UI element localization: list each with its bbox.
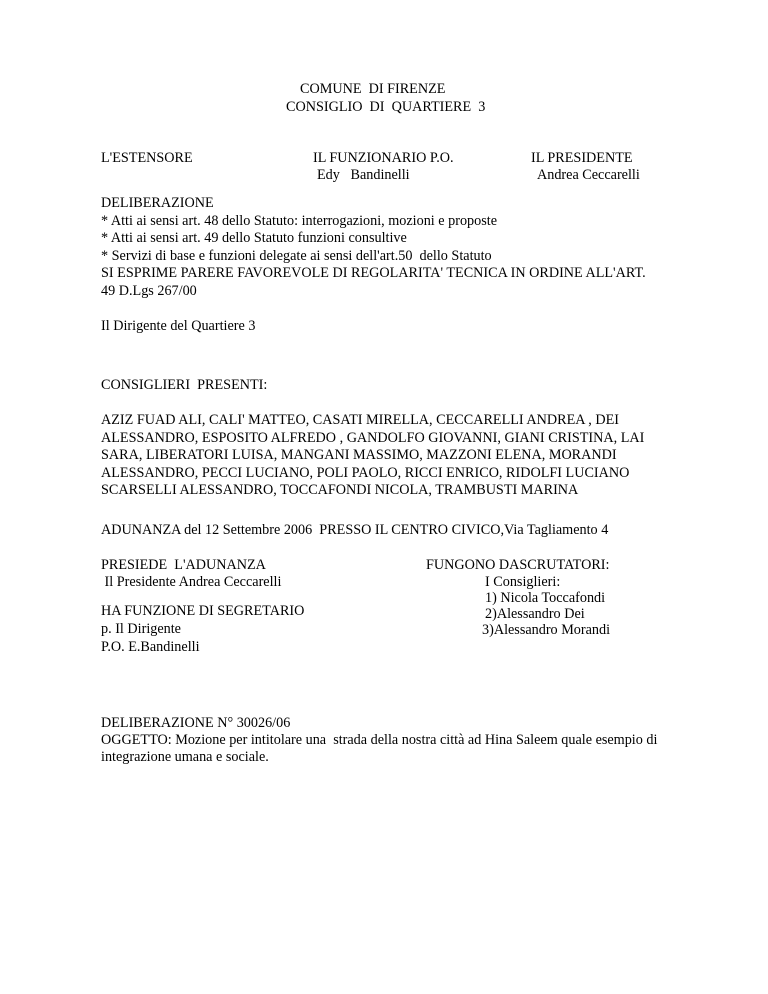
deliberazione-block bbox=[101, 195, 701, 301]
oggetto-line bbox=[101, 732, 657, 750]
segretario-line: p. Il Dirigente bbox=[101, 621, 181, 637]
segretario-line: P.O. E.Bandinelli bbox=[101, 639, 200, 655]
parere-line: SI ESPRIME PARERE FAVOREVOLE DI REGOLARITA' TECNICA IN ORDINE ALL'ART. bbox=[101, 265, 646, 282]
deliberazione-heading: DELIBERAZIONE bbox=[101, 195, 214, 211]
consiglieri-line: ALESSANDRO, ESPOSITO ALFREDO , GANDOLFO GIOVANNI, GIANI CRISTINA, LAI bbox=[101, 429, 645, 446]
funzionario-name: Edy Bandinelli bbox=[317, 167, 410, 183]
adunanza-line: ADUNANZA del 12 Settembre 2006 PRESSO IL CENTRO CIVICO,Via Tagliamento 4 bbox=[101, 522, 609, 538]
consiglieri-heading: CONSIGLIERI PRESENTI: bbox=[101, 377, 268, 393]
funzionario-title: IL FUNZIONARIO P.O. bbox=[313, 150, 454, 166]
oggetto-text: Mozione per intitolare una strada della nostra città ad Hina Saleem quale esempio di bbox=[171, 732, 658, 748]
header-comune: COMUNE DI FIRENZE bbox=[300, 81, 446, 97]
presiede-name: Il Presidente Andrea Ceccarelli bbox=[101, 574, 282, 590]
consiglieri-list bbox=[101, 412, 701, 500]
oggetto-label: OGGETTO: bbox=[101, 732, 172, 748]
presiede-heading: PRESIEDE L'ADUNANZA bbox=[101, 557, 266, 573]
scrutatori-intro: I Consiglieri: bbox=[485, 574, 561, 590]
scrutatore-item: 3)Alessandro Morandi bbox=[482, 622, 611, 638]
segretario-heading: HA FUNZIONE DI SEGRETARIO bbox=[101, 603, 305, 619]
header-consiglio: CONSIGLIO DI QUARTIERE 3 bbox=[286, 99, 486, 115]
presidente-title: IL PRESIDENTE bbox=[531, 150, 633, 166]
deliberazione-item: * Servizi di base e funzioni delegate ai sensi dell'art.50 dello Statuto bbox=[101, 247, 492, 264]
dirigente-quartiere: Il Dirigente del Quartiere 3 bbox=[101, 318, 256, 334]
deliberazione-item: * Atti ai sensi art. 48 dello Statuto: interrogazioni, mozioni e proposte bbox=[101, 212, 497, 229]
consiglieri-line: AZIZ FUAD ALI, CALI' MATTEO, CASATI MIRELLA, CECCARELLI ANDREA , DEI bbox=[101, 412, 620, 428]
estensore-label: L'ESTENSORE bbox=[101, 150, 193, 166]
deliberazione-item: * Atti ai sensi art. 49 dello Statuto funzioni consultive bbox=[101, 230, 407, 247]
oggetto-line: integrazione umana e sociale. bbox=[101, 749, 269, 765]
consiglieri-line: SCARSELLI ALESSANDRO, TOCCAFONDI NICOLA, TRAMBUSTI MARINA bbox=[101, 482, 579, 499]
scrutatore-item: 2)Alessandro Dei bbox=[485, 606, 585, 622]
consiglieri-line: ALESSANDRO, PECCI LUCIANO, POLI PAOLO, RICCI ENRICO, RIDOLFI LUCIANO bbox=[101, 464, 630, 481]
scrutatori-heading: FUNGONO DASCRUTATORI: bbox=[426, 557, 610, 573]
parere-line: 49 D.Lgs 267/00 bbox=[101, 282, 197, 299]
scrutatore-item: 1) Nicola Toccafondi bbox=[485, 590, 606, 606]
delibera-numero: DELIBERAZIONE N° 30026/06 bbox=[101, 715, 291, 731]
presidente-name: Andrea Ceccarelli bbox=[537, 167, 640, 183]
consiglieri-line: SARA, LIBERATORI LUISA, MANGANI MASSIMO, MAZZONI ELENA, MORANDI bbox=[101, 447, 617, 464]
